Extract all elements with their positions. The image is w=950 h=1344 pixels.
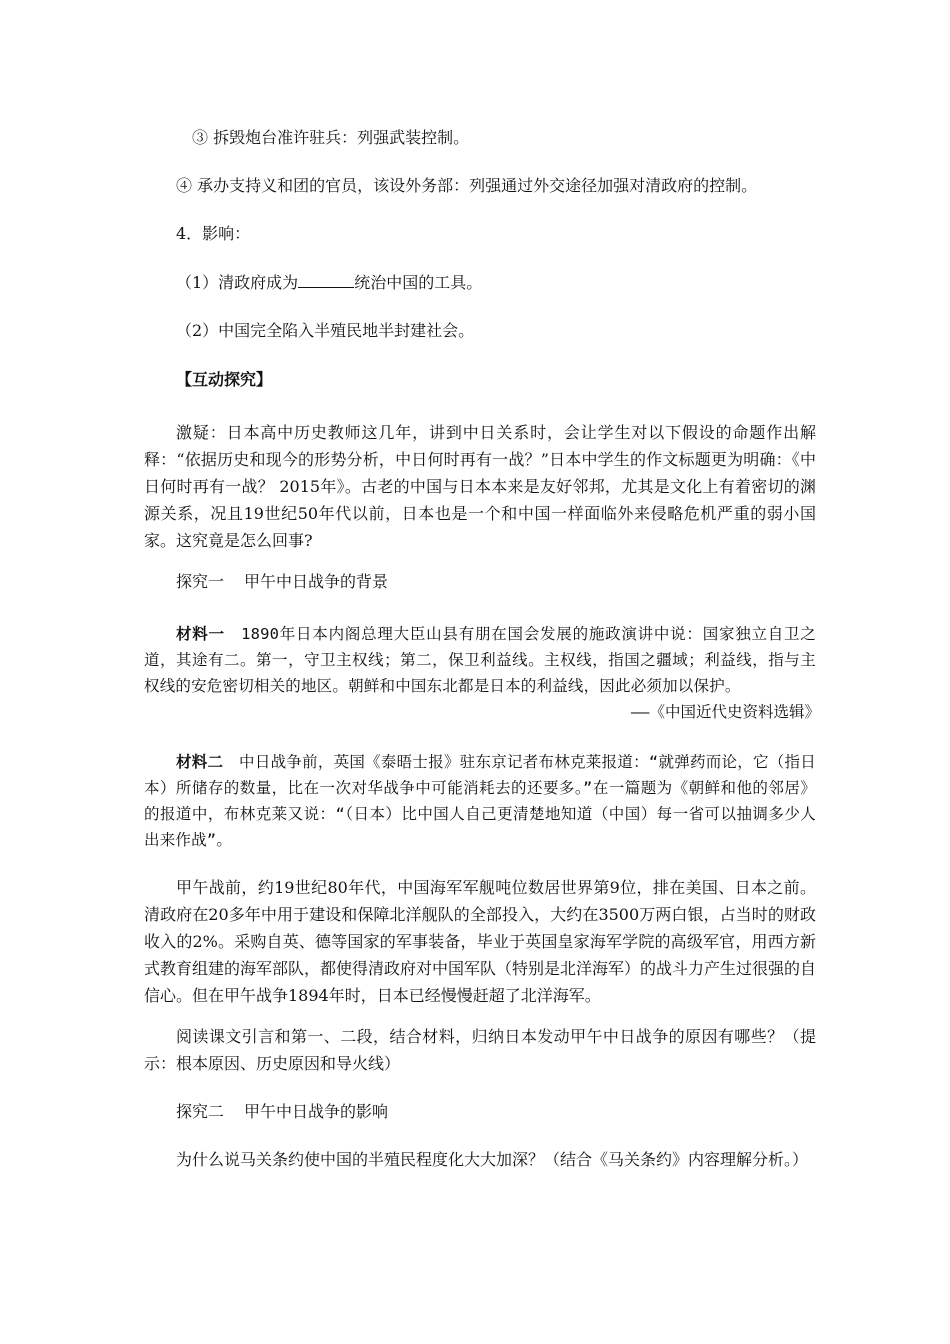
section-impact-heading: 4．影响：: [176, 224, 251, 243]
question-1: 阅读课文引言和第一、二段，结合材料，归纳日本发动甲午中日战争的原因有哪些？（提示：根本原因、历史原因和导火线）: [144, 1027, 816, 1073]
intro-paragraph: 激疑：日本高中历史教师这几年，讲到中日关系时，会让学生对以下假设的命题作出解释：“依据历史和现今的形势分析，中日何时再有一战？”日本中学生的作文标题更为明确：《中日何时再有一战？ 2015年》。古老的中国与日本本来是友好邻邦，尤其是文化上有着密切的渊源关系，况且19世纪50年代以前，日本也是一个和中国一样面临外来侵略危机严重的弱小国家。这究竟是怎么回事?: [144, 423, 816, 550]
inquiry-2-title: [176, 1098, 816, 1126]
question-2: 为什么说马关条约使中国的半殖民程度化大大加深？（结合《马关条约》内容理解分析。）: [176, 1150, 809, 1169]
impact-point-2: （2）中国完全陷入半殖民地半封建社会。: [176, 321, 475, 340]
inquiry-1-title: [176, 568, 816, 596]
fill-in-blank: [298, 273, 354, 288]
material-1: [144, 621, 816, 699]
material-1-text: 1890年日本内阁总理大臣山县有朋在国会发展的施政演讲中说：国家独立自卫之道，其途有二。第一，守卫主权线；第二，保卫利益线。主权线，指国之疆域；利益线，指与主权线的安危密切相关的地区。朝鲜和中国东北都是日本的利益线，因此必须加以保护。: [144, 625, 816, 695]
inquiry-2-text: 甲午中日战争的影响: [244, 1102, 389, 1121]
material-1-source: ——《中国近代史资料选辑》: [630, 703, 820, 721]
impact-point-1-suffix: 统治中国的工具。: [354, 273, 483, 292]
impact-point-1-prefix: （1）清政府成为: [176, 273, 299, 292]
material-2-text: 中日战争前，英国《泰晤士报》驻东京记者布林克莱报道：“就弹药而论，它（指日本）所储存的数量，比在一次对华战争中可能消耗去的还要多。”在一篇题为《朝鲜和他的邻居》的报道中，布林克莱又说：“（日本）比中国人自己更清楚地知道（中国）每一省可以抽调多少人出来作战”。: [144, 753, 817, 849]
material-2-label: 材料二: [176, 753, 224, 771]
material-1-label: 材料一: [176, 625, 225, 643]
impact-point-1: [176, 269, 816, 297]
inquiry-2-label: 探究二: [176, 1102, 225, 1121]
interactive-heading: 【互动探究】: [176, 370, 273, 389]
inquiry-1-text: 甲午中日战争的背景: [244, 572, 389, 591]
item-4: ④ 承办支持义和团的官员，该设外务部：列强通过外交途径加强对清政府的控制。: [176, 176, 758, 195]
inquiry-1-label: 探究一: [176, 572, 225, 591]
material-2: [144, 749, 816, 853]
item-3: ③ 拆毁炮台准许驻兵：列强武装控制。: [192, 128, 470, 147]
navy-paragraph: 甲午战前，约19世纪80年代，中国海军军舰吨位数居世界第9位，排在美国、日本之前。清政府在20多年中用于建设和保障北洋舰队的全部投入，大约在3500万两白银，占当时的财政收入的2%。采购自英、德等国家的军事装备，毕业于英国皇家海军学院的高级军官，用西方新式教育组建的海军部队，都使得清政府对中国军队（特别是北洋海军）的战斗力产生过很强的自信心。但在甲午战争1894年时，日本已经慢慢赶超了北洋海军。: [144, 878, 817, 1005]
